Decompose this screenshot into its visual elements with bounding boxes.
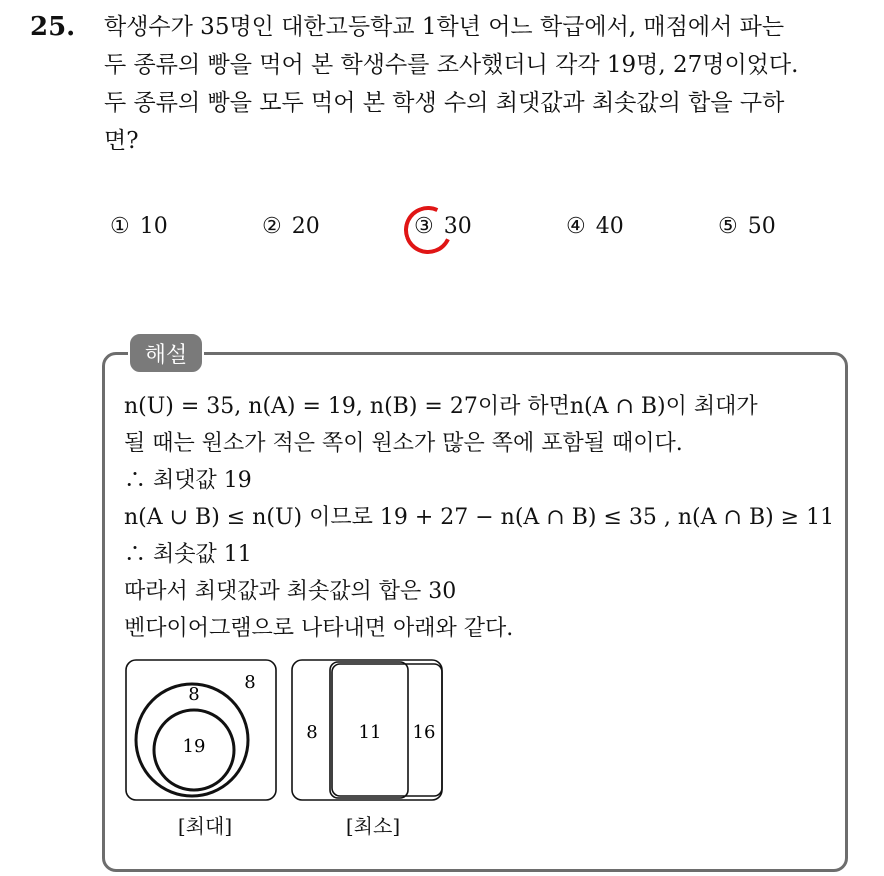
selected-answer-circle-icon [397, 199, 459, 261]
question-line: 학생수가 35명인 대한고등학교 1학년 어느 학급에서, 매점에서 파는 [104, 14, 785, 40]
solution-line: n(U) = 35, n(A) = 19, n(B) = 27이라 하면n(A ∩ B)이 최대가 [124, 394, 758, 419]
venn-min-right-label: 16 [412, 722, 436, 743]
choice-3[interactable] [414, 214, 472, 239]
solution-line: ∴ 최솟값 11 [124, 542, 252, 567]
choices-row [0, 214, 884, 254]
venn-min-middle-label: 11 [358, 722, 382, 743]
choice-4[interactable] [566, 214, 624, 239]
solution-line: 될 때는 원소가 적은 쪽이 원소가 많은 쪽에 포함될 때이다. [124, 431, 683, 456]
solution-text [124, 388, 844, 647]
choice-5[interactable] [718, 214, 776, 239]
choice-value: 40 [595, 214, 624, 239]
choice-value: 10 [139, 214, 168, 239]
question-number: 25. [30, 12, 76, 42]
venn-min-diagram [290, 658, 448, 804]
venn-max-caption: [최대] [177, 814, 233, 838]
question-line: 두 종류의 빵을 모두 먹어 본 학생 수의 최댓값과 최솟값의 합을 구하 [104, 90, 785, 116]
question-line: 두 종류의 빵을 먹어 본 학생수를 조사했더니 각각 19명, 27명이었다. [104, 52, 799, 78]
choice-mark: ④ [566, 214, 586, 239]
question-line: 면? [104, 128, 139, 154]
solution-line: 따라서 최댓값과 최솟값의 합은 30 [124, 579, 457, 604]
choice-value: 50 [747, 214, 776, 239]
solution-line: n(A ∪ B) ≤ n(U) 이므로 19 + 27 − n(A ∩ B) ≤ 35 , n(A ∩ B) ≥ 11 [124, 505, 835, 530]
venn-min-left-label: 8 [306, 722, 318, 743]
venn-max-ring-label: 8 [188, 684, 200, 705]
solution-line: ∴ 최댓값 19 [124, 468, 252, 493]
choice-mark: ② [262, 214, 282, 239]
solution-line: 벤다이어그램으로 나타내면 아래와 같다. [124, 616, 514, 641]
choice-mark: ① [110, 214, 130, 239]
venn-max-diagram [124, 658, 280, 804]
choice-mark-text: ③ [414, 214, 434, 239]
choice-mark: ⑤ [718, 214, 738, 239]
venn-max-outer-label: 8 [244, 672, 256, 693]
question-text [104, 8, 864, 160]
choice-2[interactable] [262, 214, 320, 239]
choice-value: 20 [291, 214, 320, 239]
choice-value: 30 [443, 214, 472, 239]
choice-mark [414, 214, 434, 239]
solution-tag: 해설 [128, 332, 204, 374]
venn-min-caption: [최소] [345, 814, 401, 838]
choice-1[interactable] [110, 214, 168, 239]
venn-max-inner-label: 19 [182, 736, 206, 757]
